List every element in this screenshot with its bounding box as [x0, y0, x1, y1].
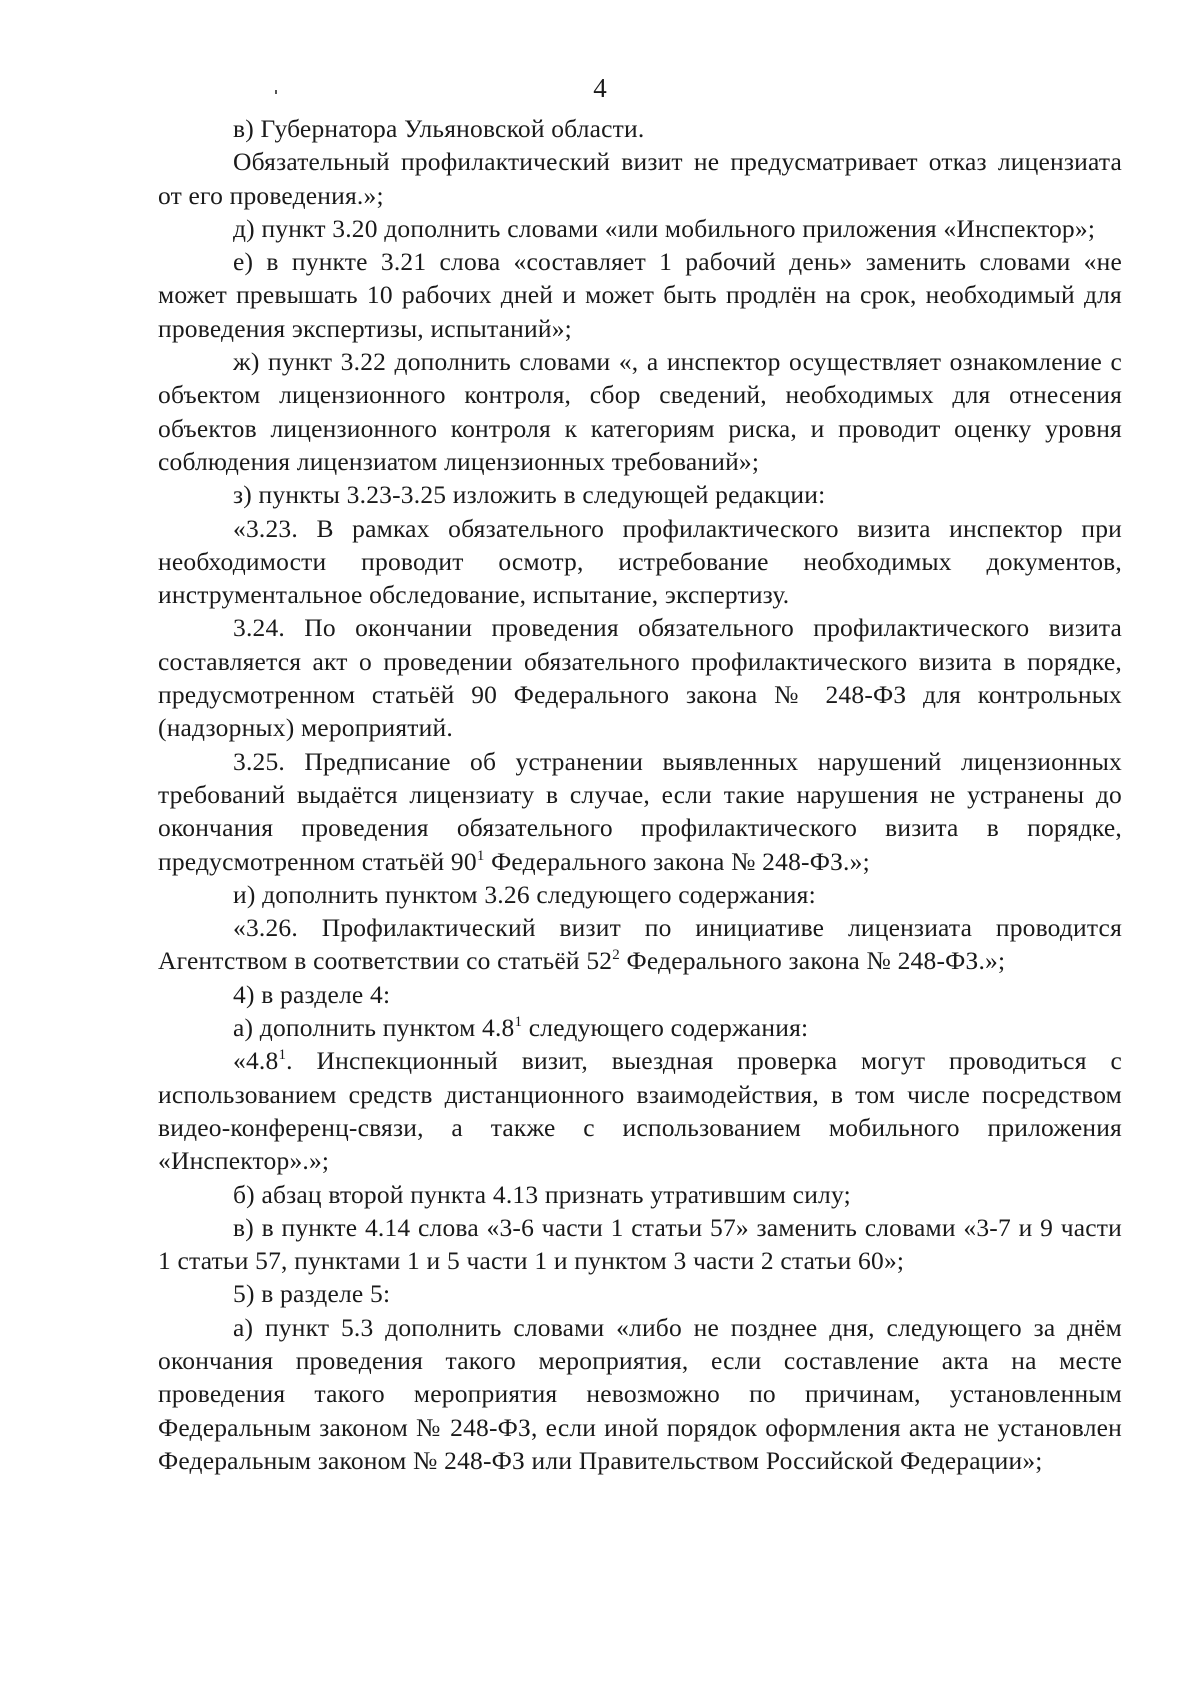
superscript: 1	[476, 847, 485, 864]
paragraph-text: «3.26. Профилактический визит по инициативе лицензиата проводится Агентством в соответствии со статьёй 52	[158, 913, 1122, 976]
paragraph: и) дополнить пунктом 3.26 следующего содержания:	[233, 879, 816, 909]
paragraph: в) в пункте 4.14 слова «3-6 части 1 статьи 57» заменить словами «3-7 и 9 части 1 статьи 57, пунктами 1 и 5 части 1 и пунктом 3 части 2 статьи 60»;	[158, 1212, 1122, 1276]
paragraph: д) пункт 3.20 дополнить словами «или мобильного приложения «Инспектор»;	[233, 213, 1096, 243]
paragraph: Обязательный профилактический визит не предусматривает отказ лицензиата от его проведения.»;	[158, 147, 1122, 210]
paragraph: в) Губернатора Ульяновской области.	[233, 114, 645, 143]
paragraph-text: «4.8	[233, 1046, 279, 1076]
paragraph	[158, 745, 1122, 878]
paragraph: з) пункты 3.23-3.25 изложить в следующей редакции:	[233, 480, 826, 510]
superscript: 1	[514, 1014, 523, 1031]
page-number: 4	[593, 73, 607, 103]
paragraph: б) абзац второй пункта 4.13 признать утратившим силу;	[233, 1179, 851, 1209]
paragraph-text: а) дополнить пунктом 4.8	[233, 1013, 515, 1043]
paragraph	[158, 1044, 1122, 1177]
superscript: 1	[278, 1047, 287, 1064]
paragraph: 3.24. По окончании проведения обязательного профилактического визита составляется акт о проведении обязательного профилактического визита в порядке, предусмотренном статьёй 90 Федерального закона № 248-ФЗ для контрольных (надзорных) мероприятий.	[158, 613, 1122, 743]
document-body	[158, 112, 1122, 1477]
paragraph-text: Федерального закона № 248-ФЗ.»;	[619, 946, 1006, 976]
paragraph: «3.23. В рамках обязательного профилактического визита инспектор при необходимости проводит осмотр, истребование необходимых документов, инструментальное обследование, испытание, экспертизу.	[158, 513, 1122, 610]
paragraph-text: . Инспекционный визит, выездная проверка могут проводиться с использованием средств дистанционного взаимодействия, в том числе посредством видео-конференц-связи, а также с использованием мобильного приложения «Инспектор».»;	[158, 1046, 1122, 1176]
paragraph	[158, 1011, 1122, 1044]
paragraph-text: следующего содержания:	[522, 1013, 809, 1043]
paragraph	[158, 911, 1122, 978]
paragraph-text: 3.25. Предписание об устранении выявленных нарушений лицензионных требований выдаётся лицензиату в случае, если такие нарушения не устранены до окончания проведения обязательного профилактического визита в порядке, предусмотренном статьёй 90	[158, 746, 1122, 876]
superscript: 2	[612, 947, 620, 964]
paragraph: 4) в разделе 4:	[233, 979, 391, 1009]
paragraph: е) в пункте 3.21 слова «составляет 1 рабочий день» заменить словами «не может превышать 10 рабочих дней и может быть продлён на срок, необходимый для проведения экспертизы, испытаний»;	[158, 247, 1122, 343]
paragraph-text: Федерального закона № 248-ФЗ.»;	[484, 846, 870, 876]
paragraph: а) пункт 5.3 дополнить словами «либо не позднее дня, следующего за днём окончания проведения такого мероприятия, если составление акта на месте проведения такого мероприятия невозможно по причинам, установленным Федеральным законом № 248-ФЗ, если иной порядок оформления акта не установлен Федеральным законом № 248-ФЗ или Правительством Российской Федерации»;	[158, 1312, 1122, 1475]
paragraph: 5) в разделе 5:	[233, 1279, 391, 1309]
paragraph: ж) пункт 3.22 дополнить словами «, а инспектор осуществляет ознакомление с объектом лицензионного контроля, сбор сведений, необходимых для отнесения объектов лицензионного контроля к категориям риска, и проводит оценку уровня соблюдения лицензиатом лицензионных требований»;	[158, 347, 1122, 476]
